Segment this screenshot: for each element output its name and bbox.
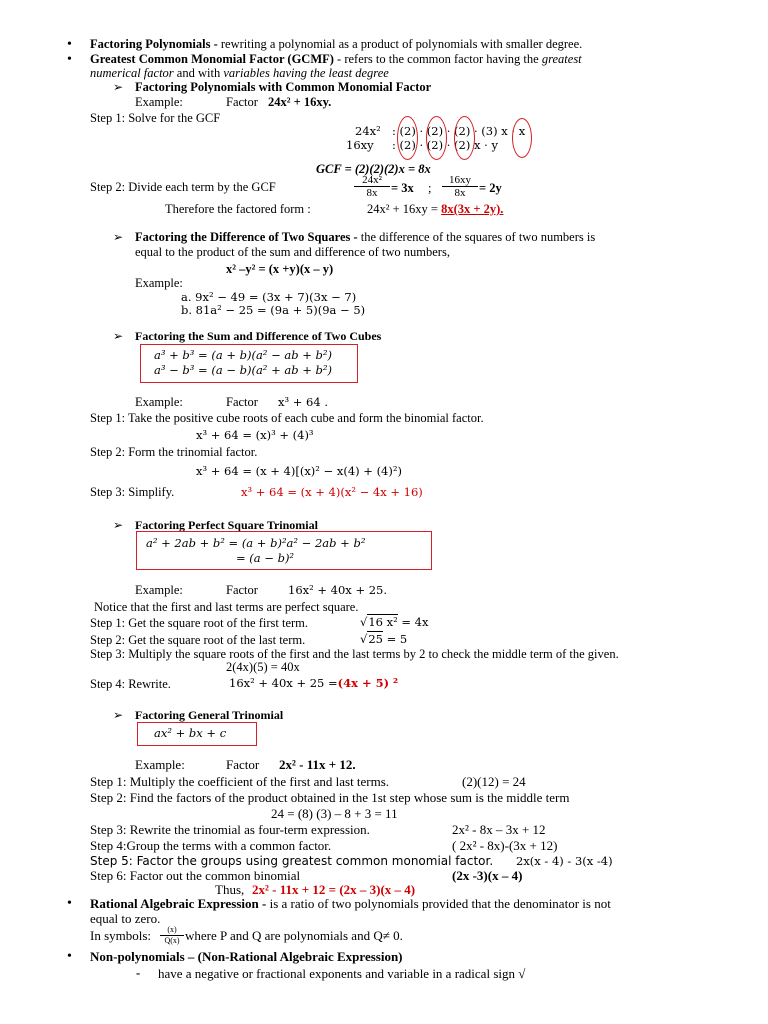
step-2: Step 2: Get the square root of the last term.: [90, 633, 306, 647]
root-value: = 5: [382, 632, 408, 646]
denominator: Q(x): [164, 936, 180, 945]
fraction-2-result: = 2y: [479, 181, 502, 195]
therefore-label: Therefore the factored form :: [165, 202, 311, 216]
section-heading-cubes: Factoring the Sum and Difference of Two Cubes: [135, 329, 382, 343]
cubes-formula-difference: a³ − b³ = (a − b)(a² + ab + b²): [154, 363, 332, 377]
step-1-result: √16 x² = 4x: [360, 615, 429, 629]
arrow-bullet-icon: ➢: [113, 708, 124, 722]
step-1: Step 1: Take the positive cube roots of each cube and form the binomial factor.: [90, 411, 484, 425]
intro-line-3: [90, 66, 389, 81]
factored-form-left: 24x² + 16xy =: [367, 202, 442, 216]
step-5: Step 5: Factor the groups using greatest common monomial factor.: [90, 854, 494, 868]
step-2-result: √25 = 5: [360, 632, 408, 646]
term-factoring-polynomials: Factoring Polynomials -: [90, 37, 218, 51]
factored-form: [367, 202, 503, 217]
definition-text: rewriting a polynomial as a product of polynomials with smaller degree.: [217, 37, 583, 51]
radicand: 16 x²: [368, 615, 398, 629]
definition-text: and with: [173, 66, 224, 80]
factor-row-2-right: : (2) · (2) · (2) x · y: [392, 138, 498, 152]
dos-line-2: equal to the product of the sum and difference of two numbers,: [135, 245, 450, 259]
symbols-text: where P and Q are polynomials and Q≠ 0.: [185, 928, 403, 943]
step-1: Step 1: Get the square root of the first term.: [90, 616, 308, 630]
step-2-equation: x³ + 64 = (x + 4)[(x)² − x(4) + (4)²): [196, 464, 402, 478]
step-4: Step 4:Group the terms with a common factor.: [90, 838, 332, 853]
highlight-oval: [454, 116, 475, 160]
factor-label: Factor: [226, 395, 258, 409]
rewrite-answer: (4x + 5) ²: [337, 676, 399, 690]
italic-text: variables having the least degree: [223, 66, 389, 80]
section-heading-general-trinomial: Factoring General Trinomial: [135, 708, 284, 722]
rational-line-2: equal to zero.: [90, 911, 161, 926]
symbol-fraction: [160, 925, 184, 946]
step-1: Step 1: Solve for the GCF: [90, 111, 221, 125]
highlight-oval: [426, 116, 447, 160]
arrow-bullet-icon: ➢: [113, 518, 124, 532]
notice-text: Notice that the first and last terms are perfect square.: [94, 600, 359, 614]
separator: ;: [428, 181, 432, 195]
example-label: Example:: [135, 395, 183, 409]
step-3-equation: 2(4x)(5) = 40x: [226, 660, 300, 674]
step-3: Step 3: Simplify.: [90, 485, 175, 499]
fraction-2: [442, 174, 478, 199]
bullet-icon: •: [67, 52, 72, 67]
factor-label: Factor: [226, 95, 258, 109]
example-expression: 16x² + 40x + 25.: [288, 583, 388, 597]
radicand: 25: [368, 632, 383, 646]
step-2-equation: 24 = (8) (3) – 8 + 3 = 11: [271, 806, 398, 821]
step-5-result: 2x(x - 4) - 3(x -4): [516, 854, 613, 868]
numerator: (x): [160, 925, 184, 936]
root-value: = 4x: [397, 615, 429, 629]
symbols-label: In symbols:: [90, 928, 152, 943]
dos-example-a: a. 9x² − 49 = (3x + 7)(3x − 7): [181, 290, 357, 304]
step-3-result: 2x² - 8x – 3x + 12: [452, 822, 546, 837]
step-3: Step 3: Rewrite the trinomial as four-term expression.: [90, 822, 370, 837]
factored-form-answer: 8x(3x + 2y).: [441, 202, 504, 216]
step-4: Step 4: Rewrite.: [90, 677, 171, 691]
rational-line-1: [90, 896, 611, 911]
step-2: Step 2: Form the trinomial factor.: [90, 445, 258, 459]
step-4-equation: [229, 676, 398, 691]
step-2: Step 2: Divide each term by the GCF: [90, 180, 276, 194]
factor-label: Factor: [226, 757, 260, 772]
example-label: Example:: [135, 276, 183, 290]
bullet-icon: •: [67, 37, 72, 52]
definition-text: is a ratio of two polynomials provided that the denominator is not: [266, 896, 611, 911]
intro-line-2: [90, 52, 582, 67]
italic-text: greatest: [541, 52, 582, 66]
step-6-result: (2x -3)(x – 4): [452, 868, 523, 883]
pst-formula-2: = (a − b)²: [236, 551, 295, 565]
step-2: Step 2: Find the factors of the product obtained in the 1st step whose sum is the middle term: [90, 790, 570, 805]
term-non-polynomials: Non-polynomials – (Non-Rational Algebraic Expression): [90, 949, 403, 964]
dash-bullet: -: [136, 966, 141, 980]
definition-text: the difference of the squares of two numbers is: [357, 230, 596, 244]
factor-row-2-left: 16xy: [346, 138, 374, 152]
definition-text: - refers to the common factor having the: [333, 52, 542, 66]
pst-formula-1: a² + 2ab + b² = (a + b)²a² − 2ab + b²: [146, 536, 366, 550]
gcf-result: GCF = (2)(2)(2)x = 8x: [316, 162, 431, 176]
step-4-result: ( 2x² - 8x)-(3x + 12): [452, 838, 558, 853]
dos-formula: x² –y² = (x +y)(x – y): [226, 262, 334, 276]
general-trinomial-formula: ax² + bx + c: [154, 726, 227, 740]
section-heading-dos: Factoring the Difference of Two Squares -: [135, 230, 358, 244]
example-label: Example:: [135, 757, 185, 772]
step-1-result: (2)(12) = 24: [462, 774, 526, 789]
step-1-equation: x³ + 64 = (x)³ + (4)³: [196, 428, 314, 442]
cubes-formula-sum: a³ + b³ = (a + b)(a² − ab + b²): [154, 348, 332, 362]
section-heading-gcmf: Factoring Polynomials with Common Monomial Factor: [135, 80, 432, 94]
step-1: Step 1: Multiply the coefficient of the first and last terms.: [90, 774, 390, 789]
bullet-icon: •: [67, 949, 72, 964]
denominator: 8x: [454, 187, 466, 199]
thus-label: Thus,: [215, 882, 245, 897]
fraction-1-result: = 3x: [391, 181, 414, 195]
example-label: Example:: [135, 583, 183, 597]
step-6: Step 6: Factor out the common binomial: [90, 868, 301, 883]
highlight-oval: [397, 116, 418, 160]
italic-text: numerical factor: [90, 66, 174, 80]
fraction-1: [354, 174, 390, 199]
factor-row-1-left: 24x²: [355, 124, 381, 138]
example-expression: x³ + 64 .: [278, 395, 328, 409]
arrow-bullet-icon: ➢: [113, 80, 124, 94]
highlight-oval: [512, 118, 532, 158]
example-expression: 24x² + 16xy.: [268, 95, 332, 109]
term-gcmf: Greatest Common Monomial Factor (GCMF): [90, 52, 334, 66]
denominator: 8x: [366, 187, 378, 199]
example-label: Example:: [135, 95, 183, 109]
factor-label: Factor: [226, 583, 258, 597]
non-polynomial-definition: have a negative or fractional exponents and variable in a radical sign √: [158, 966, 526, 981]
term-rational-expression: Rational Algebraic Expression -: [90, 896, 267, 911]
final-answer: 2x² - 11x + 12 = (2x – 3)(x – 4): [252, 882, 416, 897]
section-heading-pst: Factoring Perfect Square Trinomial: [135, 518, 318, 532]
dos-example-b: b. 81a² − 25 = (9a + 5)(9a − 5): [181, 303, 366, 317]
numerator: 16xy: [442, 174, 478, 187]
intro-line-1: [90, 37, 582, 52]
rewrite-left: 16x² + 40x + 25 =: [229, 676, 338, 690]
example-expression: 2x² - 11x + 12.: [279, 757, 356, 772]
step-3-equation: x³ + 64 = (x + 4)(x² − 4x + 16): [241, 485, 423, 499]
arrow-bullet-icon: ➢: [113, 230, 124, 244]
numerator: 24x²: [354, 174, 390, 187]
arrow-bullet-icon: ➢: [113, 329, 124, 343]
dos-line-1: [135, 230, 595, 245]
factor-row-1-right: : (2) · (2) · (2) · (3) x · x: [392, 124, 526, 138]
bullet-icon: •: [67, 896, 72, 911]
step-3: Step 3: Multiply the square roots of the first and the last terms by 2 to check the middle term of the given.: [90, 647, 619, 661]
